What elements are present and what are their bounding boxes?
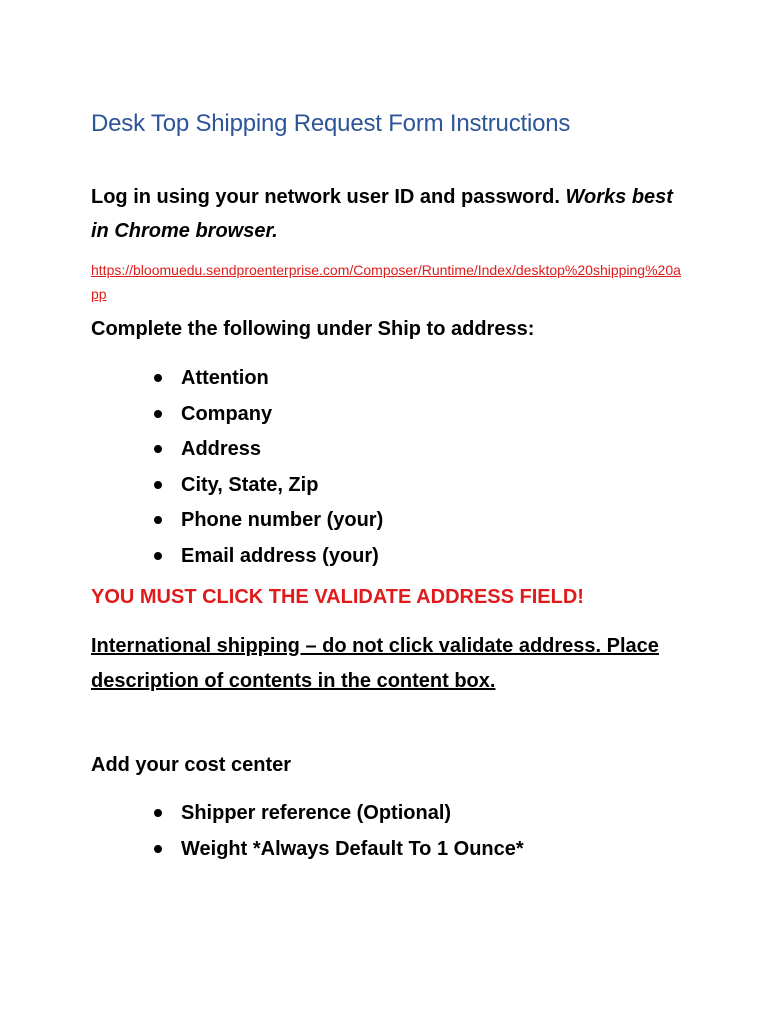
list-item xyxy=(149,434,383,470)
ship-to-list xyxy=(149,363,383,576)
list-item-label: Address xyxy=(181,438,262,460)
bullet-icon xyxy=(154,552,162,560)
ship-to-heading: Complete the following under Ship to address: xyxy=(91,318,535,340)
list-item-label: Attention xyxy=(181,367,269,389)
login-instructions xyxy=(91,180,681,248)
list-item xyxy=(149,798,524,834)
browser-recommendation: Works best in Chrome browser. xyxy=(91,186,673,242)
list-item-label: Email address (your) xyxy=(181,544,379,567)
bullet-icon xyxy=(154,445,162,453)
bullet-icon xyxy=(154,481,162,489)
list-item-label: Shipper reference (Optional) xyxy=(181,802,452,824)
international-shipping-note: International shipping – do not click validate address. Place description of contents in the content box. xyxy=(91,635,659,692)
bullet-icon xyxy=(154,809,162,817)
shipping-app-link[interactable]: https://bloomuedu.sendproenterprise.com/Composer/Runtime/Index/desktop%20shipping%20app xyxy=(91,262,681,302)
page-title: Desk Top Shipping Request Form Instructions xyxy=(91,110,571,137)
list-item xyxy=(149,505,383,541)
list-item-label: City, State, Zip xyxy=(181,473,319,496)
bullet-icon xyxy=(154,516,162,524)
bullet-icon xyxy=(154,410,162,418)
list-item xyxy=(149,834,524,870)
login-text: Log in using your network user ID and password. xyxy=(91,186,566,208)
list-item xyxy=(149,399,383,435)
list-item xyxy=(149,363,383,399)
list-item-label: Company xyxy=(181,402,273,425)
cost-center-list xyxy=(149,798,524,869)
list-item-label: Weight *Always Default To 1 Ounce* xyxy=(181,837,524,860)
bullet-icon xyxy=(154,845,162,853)
cost-center-heading: Add your cost center xyxy=(91,754,292,776)
list-item xyxy=(149,541,383,577)
list-item xyxy=(149,470,383,506)
validate-address-warning: YOU MUST CLICK THE VALIDATE ADDRESS FIELD! xyxy=(91,586,584,608)
bullet-icon xyxy=(154,374,162,382)
list-item-label: Phone number (your) xyxy=(181,509,384,531)
